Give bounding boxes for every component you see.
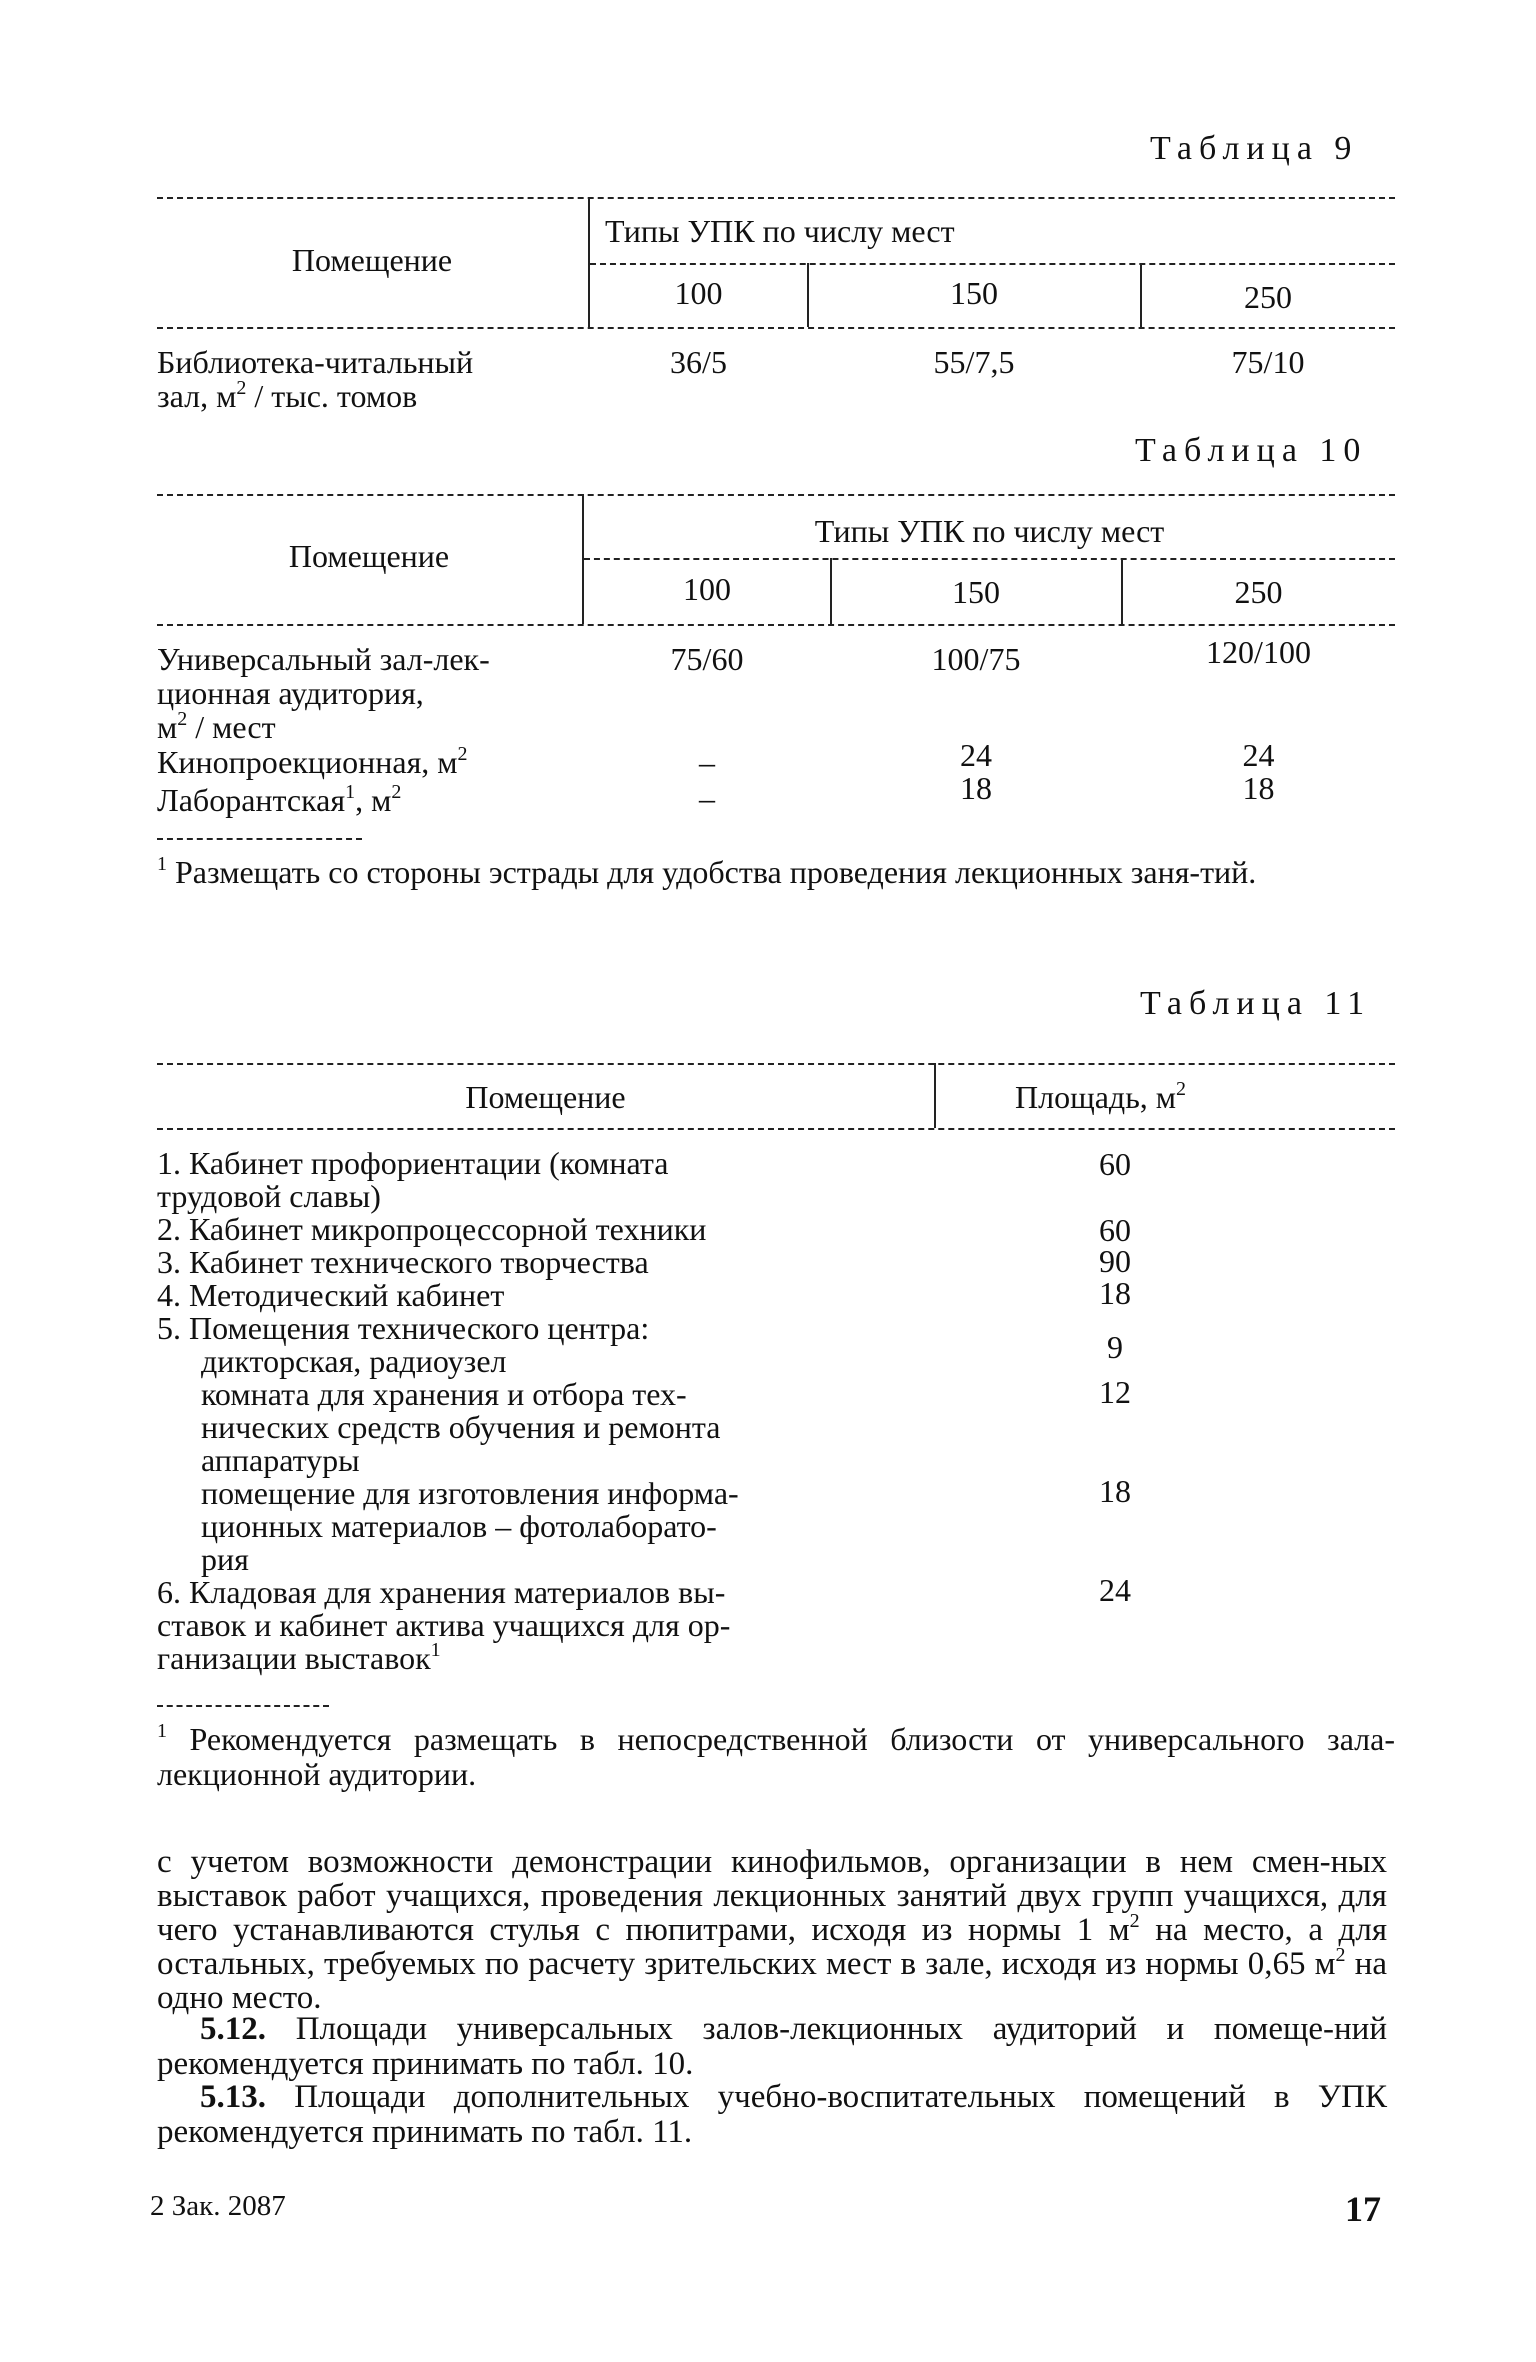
table10-row-3-value-100: – — [699, 780, 715, 816]
table11-row-4-label: 4. Методический кабинет — [157, 1277, 505, 1313]
table11-row-5a-label: дикторская, радиоузел — [201, 1343, 507, 1379]
table10-row-1-value-250: 120/100 — [1206, 634, 1311, 670]
table11-row-6-label: 6. Кладовая для хранения материалов вы- ставок и кабинет актива учащихся для ор- ганизации выставок$^1$ — [157, 1574, 731, 1676]
table11-title: Таблица 11 — [1140, 985, 1372, 1022]
table11-header-area: Площадь, $м^2$ — [1015, 1078, 1187, 1115]
table10-row-2-value-100: – — [699, 744, 715, 780]
table10-row-2-value-250: 24 — [1242, 737, 1275, 773]
table11-row-2-value: 60 — [1099, 1212, 1131, 1248]
table11-header-room: Помещение — [465, 1079, 626, 1115]
body-paragraph-3: 5.13. Площади дополнительных учебно-воспитательных помещений в УПК рекомендуется принимать по табл. 11. — [157, 2079, 1387, 2150]
table10-group-rule — [584, 558, 1395, 560]
footer-order-number: 2 Зак. 2087 — [150, 2190, 286, 2222]
table10-row-3-label: Лаборантская$^1$, $м^2$ — [157, 781, 402, 818]
table9-value-100: 36/5 — [670, 344, 727, 380]
table10-footnote-rule — [157, 838, 362, 840]
table10-col-100: 100 — [683, 571, 731, 607]
table10-col-250: 250 — [1234, 574, 1283, 610]
table11-row-2-label: 2. Кабинет микропроцессорной техники — [157, 1211, 707, 1247]
table11-row-5a-value: 9 — [1107, 1329, 1123, 1365]
table11-row-5-label: 5. Помещения технического центра: — [157, 1310, 650, 1346]
page-number: 17 — [1345, 2189, 1381, 2229]
table10-row-2-label: Кинопроекционная, $м^2$ — [157, 743, 468, 780]
table9-col-100: 100 — [674, 275, 723, 311]
table9-col-250: 250 — [1244, 279, 1292, 315]
table11-row-3-label: 3. Кабинет технического творчества — [157, 1244, 649, 1280]
table11-footnote-rule — [157, 1705, 329, 1707]
table10-top-rule — [157, 494, 1395, 496]
table10-header-rule — [157, 624, 1395, 626]
table11-row-5b-label: комната для хранения и отбора тех- нических средств обучения и ремонта аппаратуры — [201, 1376, 721, 1478]
table10-row-2-value-150: 24 — [960, 737, 992, 773]
table9-header-group: Типы УПК по числу мест — [605, 213, 955, 249]
body-paragraph-1: с учетом возможности демонстрации кинофильмов, организации в нем смен-ных выставок работ учащихся, проведения лекционных занятий двух групп учащихся, для чего устанавливаются стулья с пюпитрами, исходя из нормы 1 $м^2$ на место, а для остальных, требуемых по расчету зрительских мест в зале, исходя из нормы 0,65 $м^2$ на одно место. — [157, 1844, 1388, 2016]
table9-value-150: 55/7,5 — [933, 344, 1015, 380]
table9-title: Таблица 9 — [1150, 130, 1359, 167]
table9-header-room: Помещение — [291, 242, 453, 278]
table11-row-5b-value: 12 — [1099, 1374, 1131, 1410]
table11-row-1-value: 60 — [1099, 1146, 1131, 1182]
table10-row-1-value-150: 100/75 — [931, 641, 1021, 677]
body-paragraph-2: 5.12. Площади универсальных залов-лекционных аудиторий и помеще-ний рекомендуется принимать по табл. 10. — [157, 2011, 1387, 2082]
table10-row-3-value-150: 18 — [960, 770, 992, 806]
table10-footnote: $^1$ Размещать со стороны эстрады для удобства проведения лекционных заня-тий. — [157, 853, 1257, 890]
table11-row-6-value: 24 — [1099, 1572, 1131, 1608]
table10-title: Таблица 10 — [1135, 432, 1368, 469]
table9-row-label: Библиотека-читальный зал, $м^2$ / тыс. томов — [157, 344, 474, 414]
table9-header-rule — [157, 327, 1395, 329]
table10-row-3-value-250: 18 — [1242, 770, 1275, 806]
table9-value-250: 75/10 — [1231, 344, 1305, 380]
table10-col-150: 150 — [952, 574, 1000, 610]
table11-top-rule — [157, 1063, 1395, 1065]
table10-row-1-value-100: 75/60 — [670, 641, 744, 677]
table11-row-1-label: 1. Кабинет профориентации (комната трудовой славы) — [157, 1145, 669, 1214]
table11-row-5c-label: помещение для изготовления информа- ционных материалов – фотолаборато- рия — [201, 1475, 739, 1577]
table9-top-rule — [157, 197, 1395, 199]
table10-header-group: Типы УПК по числу мест — [814, 513, 1165, 549]
table11-row-4-value: 18 — [1099, 1275, 1131, 1311]
table11-divider — [934, 1063, 936, 1128]
table9-col-150: 150 — [950, 275, 998, 311]
table10-header-room: Помещение — [288, 538, 450, 574]
table11-body-labels — [157, 1147, 937, 1675]
table9-group-rule — [590, 263, 1395, 265]
table10-row-1-label: Универсальный зал-лек- ционная аудитория, $м^2$ / мест — [157, 641, 490, 745]
table11-footnote: $^1$ Рекомендуется размещать в непосредственной близости от универсального зала-лекционной аудитории. — [157, 1720, 1395, 1792]
table11-row-3-value: 90 — [1099, 1243, 1131, 1279]
table11-header-rule — [157, 1128, 1395, 1130]
table11-row-5c-value: 18 — [1099, 1473, 1131, 1509]
